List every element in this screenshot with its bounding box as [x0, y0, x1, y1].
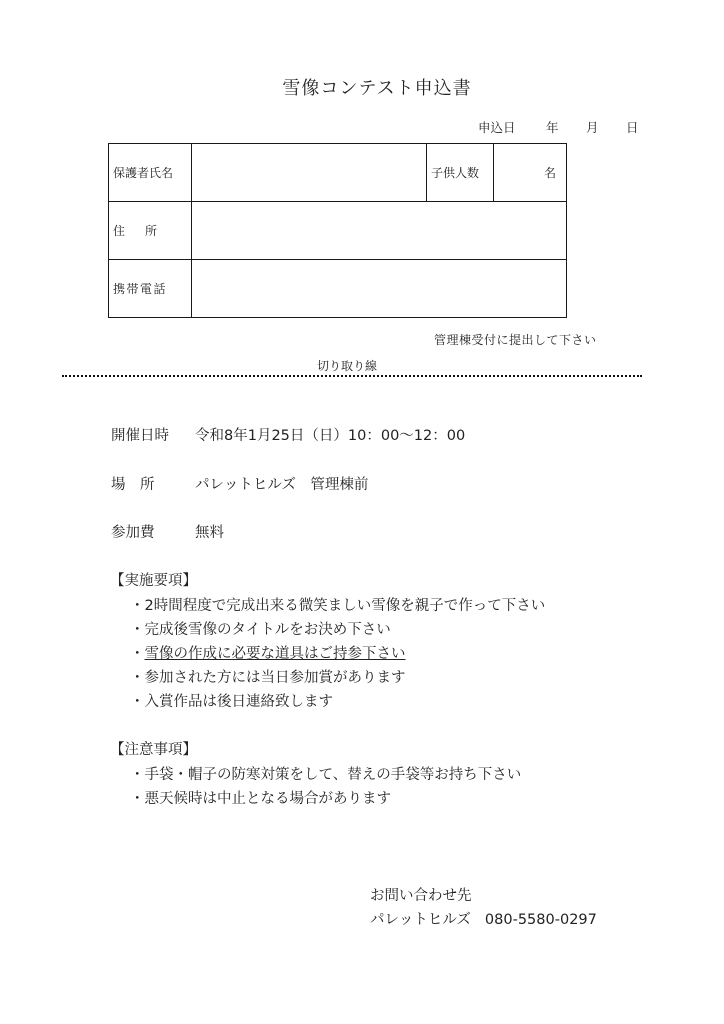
application-form	[108, 143, 567, 318]
guideline-item: ・入賞作品は後日連絡致します	[130, 694, 333, 710]
guideline-item: ・完成後雪像のタイトルをお決め下さい	[130, 622, 391, 638]
form-row-address	[109, 202, 567, 260]
event-place-row	[111, 473, 368, 494]
page-title: 雪像コンテスト申込書	[282, 78, 472, 99]
application-date	[478, 118, 639, 136]
notes-heading: 【注意事項】	[110, 742, 197, 758]
cut-line	[62, 375, 642, 377]
phone-field[interactable]	[192, 260, 567, 318]
guideline-item: ・2時間程度で完成出来る微笑ましい雪像を親子で作って下さい	[130, 598, 546, 614]
contact-info	[370, 908, 597, 929]
event-date-row	[111, 424, 465, 445]
event-date-value: 令和8年1月25日（日）10：00～12：00	[195, 428, 466, 444]
cut-line-label: 切り取り線	[316, 359, 377, 373]
guardian-label: 保護者氏名	[109, 144, 192, 202]
guideline-item-underlined: 雪像の作成に必要な道具はご持参下さい	[144, 646, 406, 662]
application-date-month: 月	[586, 120, 599, 135]
event-place-value: パレットヒルズ 管理棟前	[195, 477, 369, 493]
event-fee-value: 無料	[195, 525, 224, 541]
guideline-item	[130, 642, 406, 663]
application-date-day: 日	[626, 120, 639, 135]
application-date-label: 申込日	[478, 120, 516, 135]
form-row-phone	[109, 260, 567, 318]
guardian-name-field[interactable]	[192, 144, 427, 202]
address-field[interactable]	[192, 202, 567, 260]
contact-name: パレットヒルズ	[370, 912, 471, 928]
guideline-bullet: ・	[130, 646, 145, 662]
event-place-label: 場 所	[111, 477, 155, 493]
application-date-year: 年	[546, 120, 559, 135]
guideline-item: ・参加された方には当日参加賞があります	[130, 670, 406, 686]
event-fee-row	[111, 521, 224, 542]
phone-label: 携帯電話	[109, 260, 192, 318]
address-label: 住 所	[109, 202, 192, 260]
form-row-guardian	[109, 144, 567, 202]
submit-note: 管理棟受付に提出して下さい	[434, 333, 597, 347]
event-fee-label: 参加費	[111, 525, 155, 541]
kids-count-field[interactable]: 名	[494, 144, 567, 202]
note-item: ・悪天候時は中止となる場合があります	[130, 791, 391, 807]
contact-phone: 080-5580-0297	[484, 912, 597, 928]
guidelines-heading: 【実施要項】	[110, 573, 197, 589]
note-item: ・手袋・帽子の防寒対策をして、替えの手袋等お持ち下さい	[130, 767, 522, 783]
contact-label: お問い合わせ先	[370, 888, 472, 904]
kids-count-label: 子供人数	[427, 144, 494, 202]
event-date-label: 開催日時	[111, 428, 169, 444]
